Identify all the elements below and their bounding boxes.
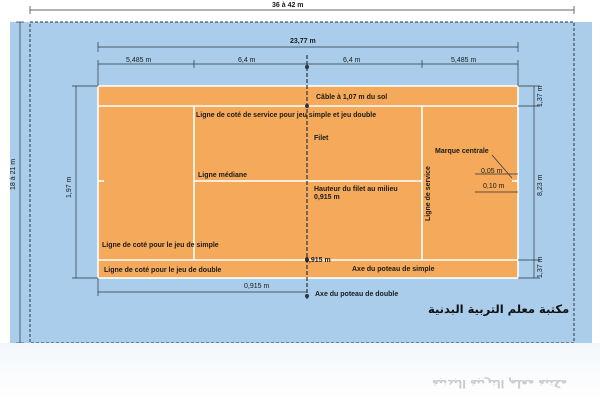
dim-inner-width: 23,77 m [290, 38, 316, 45]
dim-seg-3: 6,4 m [343, 57, 361, 64]
dim-right-middle: 8,23 m [537, 174, 544, 196]
label-doubles-post-axis: Axe du poteau de double [315, 291, 399, 298]
reflection-logo-text: مكتبة معلم التربية البدنية [432, 377, 568, 390]
dim-seg-2: 6,4 m [238, 57, 256, 64]
label-singles-post-axis: Axe du poteau de simple [352, 266, 435, 273]
label-net-height: Hauteur du filet au milieu 0,915 m [314, 186, 398, 201]
label-mark-1: 0,05 m [481, 168, 503, 175]
label-cable: Câble à 1,07 m du sol [316, 94, 388, 101]
reflection-area [0, 343, 600, 401]
library-logo-text: مكتبة معلم التربية البدنية [428, 302, 570, 316]
dim-seg-1: 5,485 m [126, 57, 152, 64]
label-post-offset: 0,915 m [305, 257, 331, 264]
label-doubles-side: Ligne de coté pour le jeu de double [104, 267, 222, 274]
net-post-top-singles [305, 104, 309, 108]
dim-right-top: 1,37 m [537, 85, 544, 107]
label-center-mark: Marque centrale [435, 148, 489, 155]
label-center-line: Ligne médiane [198, 172, 248, 179]
dim-outer-width: 36 à 42 m [272, 2, 304, 9]
net-post-bottom [305, 294, 309, 298]
dim-seg-4: 5,485 m [451, 57, 477, 64]
dim-court-height: 1,97 m [66, 176, 73, 198]
label-singles-side: Ligne de coté pour le jeu de simple [102, 242, 219, 249]
dim-bottom-left: 0,915 m [244, 283, 270, 290]
label-mark-2: 0,10 m [483, 183, 505, 190]
label-service-side-line: Ligne de coté de service pour jeu simple et jeu double [196, 112, 377, 119]
dim-right-bottom: 1,37 m [537, 256, 544, 278]
net-post-top [305, 65, 309, 69]
dim-outer-height: 18 à 21 m [10, 158, 17, 190]
label-net: Filet [314, 135, 329, 142]
label-service-line: Ligne de service [425, 166, 432, 221]
